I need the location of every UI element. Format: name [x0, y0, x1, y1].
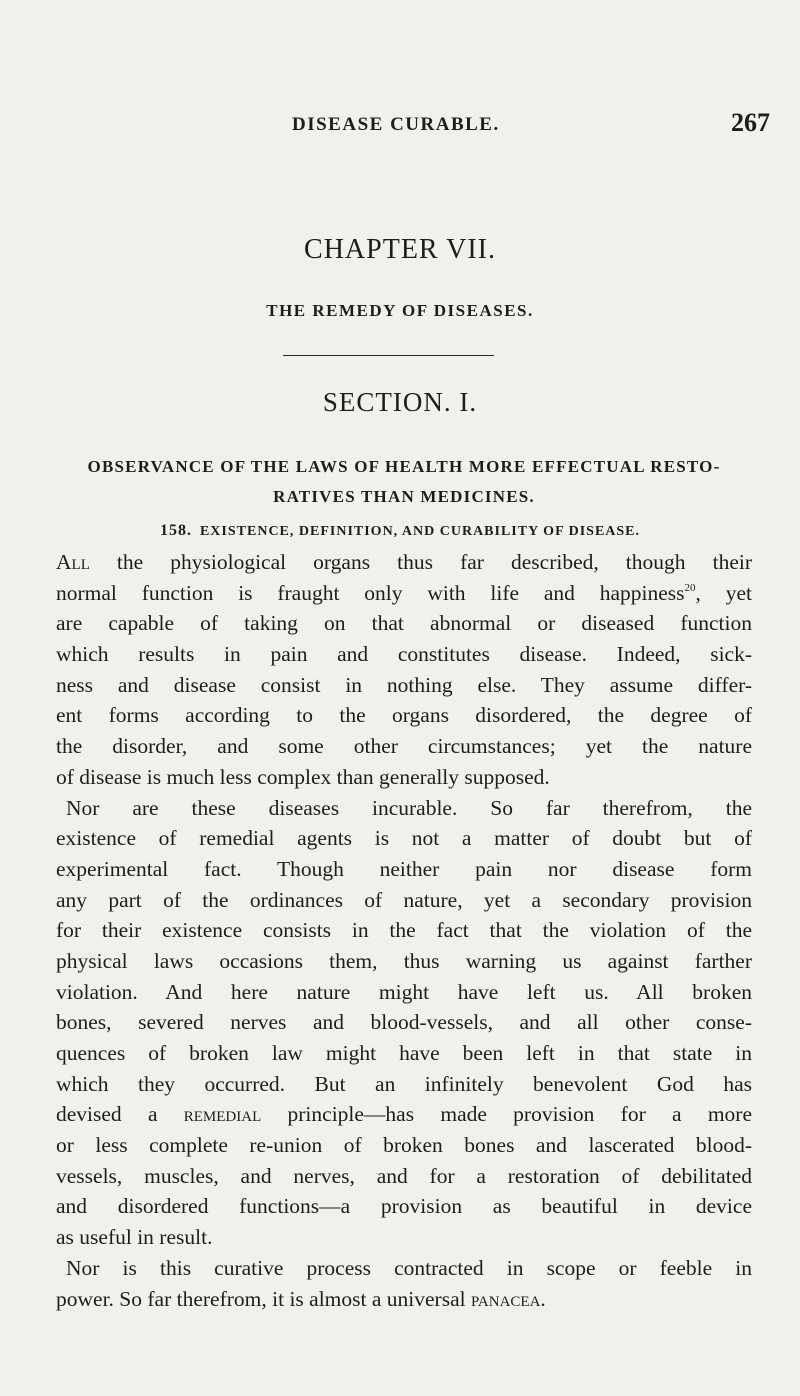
section-divider	[283, 355, 494, 356]
text-span: devised a	[56, 1102, 184, 1127]
text-line	[56, 1099, 752, 1130]
text-line: vessels, muscles, and nerves, and for a restoration of debilitated	[56, 1163, 752, 1188]
section-title: SECTION. I.	[322, 387, 478, 417]
text-line: which they occurred. But an infinitely benevolent God has	[56, 1071, 752, 1096]
text-span: the physiological organs thus far described, though their	[89, 550, 752, 574]
running-title: DISEASE CURABLE.	[292, 114, 500, 135]
section-heading	[56, 452, 752, 512]
page-number: 267	[731, 108, 770, 137]
text-line: any part of the ordinances of nature, yet a secondary provision	[56, 887, 752, 912]
text-line: are capable of taking on that abnormal or diseased function	[56, 611, 752, 636]
chapter-subtitle: THE REMEDY OF DISEASES.	[266, 301, 534, 320]
small-caps-word: remedial	[183, 1102, 262, 1127]
section-heading-line: RATIVES THAN MEDICINES.	[273, 487, 535, 506]
text-line: which results in pain and constitutes disease. Indeed, sick-	[56, 642, 752, 667]
text-line: Nor are these diseases incurable. So far therefrom, the	[66, 795, 752, 820]
drop-word: All	[56, 550, 90, 574]
text-line	[56, 547, 752, 578]
footnote-reference: 20	[684, 581, 696, 594]
text-line: Nor is this curative process contracted in scope or feeble in	[66, 1255, 752, 1280]
text-line: experimental fact. Though neither pain nor disease form	[56, 856, 752, 881]
text-line: violation. And here nature might have left us. All broken	[56, 979, 752, 1004]
text-line: bones, severed nerves and blood-vessels, and all other conse-	[56, 1010, 752, 1035]
text-line: and disordered functions—a provision as beautiful in device	[56, 1194, 752, 1219]
text-line: as useful in result.	[56, 1225, 213, 1250]
section-heading-line: OBSERVANCE OF THE LAWS OF HEALTH MORE EFFECTUAL RESTO-	[87, 457, 721, 476]
text-line: physical laws occasions them, thus warning us against farther	[56, 948, 752, 973]
small-caps-word: panacea.	[470, 1286, 546, 1311]
text-line: or less complete re-union of broken bones and lascerated blood-	[56, 1133, 752, 1158]
text-line: for their existence consists in the fact that the violation of the	[56, 918, 752, 943]
text-line: ness and disease consist in nothing else. They assume differ-	[56, 672, 752, 697]
text-line: the disorder, and some other circumstances; yet the nature	[56, 734, 752, 759]
text-line: of disease is much less complex than generally supposed.	[56, 764, 550, 789]
subsection-title: EXISTENCE, DEFINITION, AND CURABILITY OF DISEASE.	[199, 524, 641, 539]
text-span: normal function is fraught only with life and happiness	[56, 580, 685, 605]
text-span: principle—has made provision for a more	[261, 1102, 752, 1127]
text-span: power. So far therefrom, it is almost a universal	[56, 1286, 471, 1311]
text-line: quences of broken law might have been left in that state in	[56, 1041, 752, 1065]
running-head	[0, 108, 800, 144]
text-span: , yet	[695, 580, 752, 605]
subsection-number: 158.	[159, 522, 192, 539]
subsection-heading	[0, 522, 800, 540]
text-line: existence of remedial agents is not a matter of doubt but of	[56, 826, 752, 851]
text-line	[56, 578, 752, 609]
body-paragraphs	[56, 547, 752, 1314]
text-line: ent forms according to the organs disordered, the degree of	[56, 703, 752, 728]
text-line	[56, 1284, 752, 1315]
chapter-title: CHAPTER VII.	[304, 234, 496, 265]
